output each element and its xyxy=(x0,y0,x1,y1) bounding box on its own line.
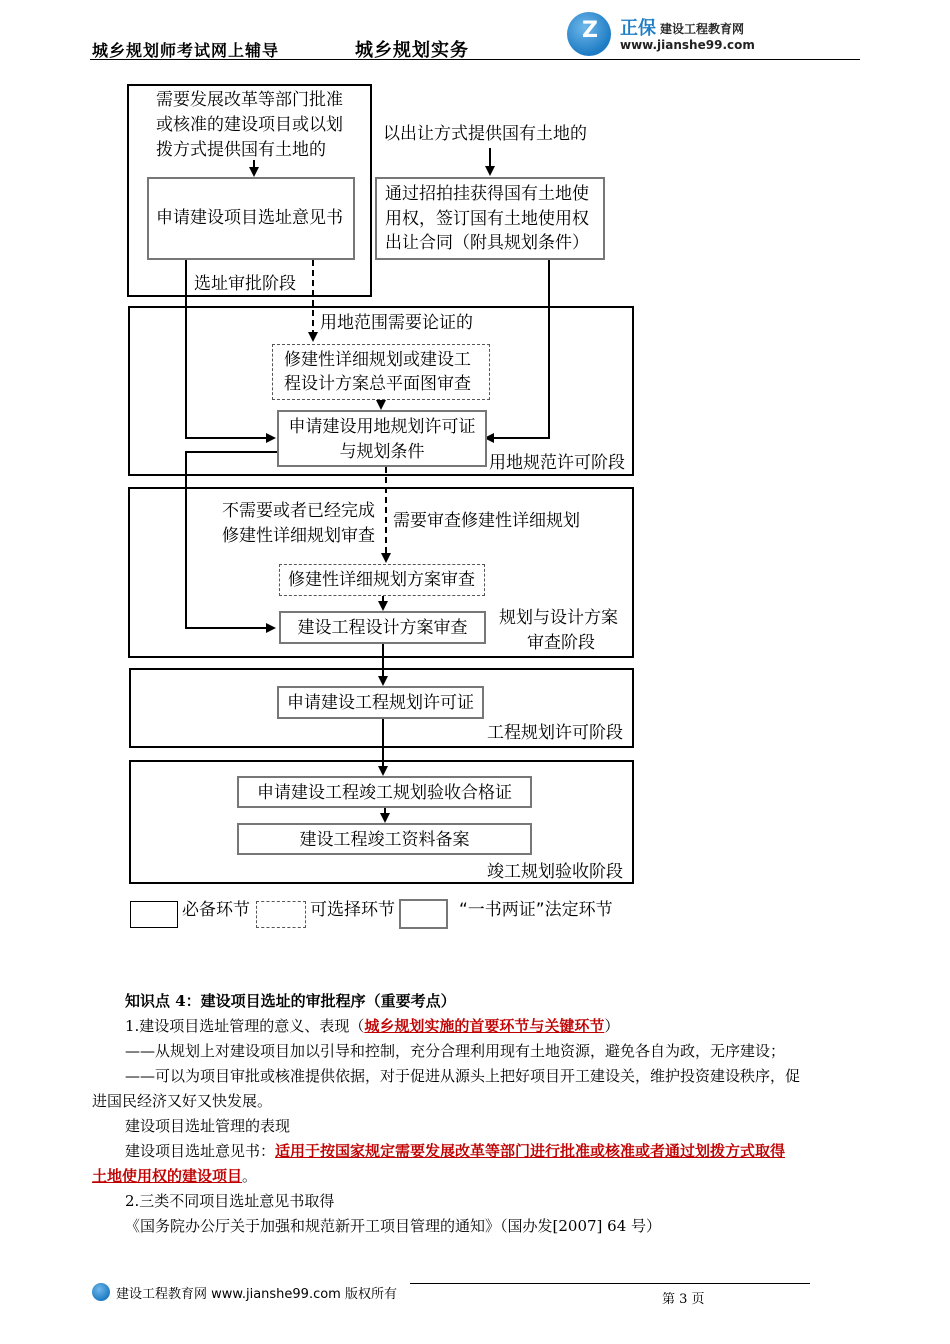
item1-prefix: 1.建设项目选址管理的意义、表现（ xyxy=(125,1017,365,1035)
legend-statutory-label: “一书两证”法定环节 xyxy=(459,900,613,920)
stage3-left-cond-line1: 不需要或者已经完成 xyxy=(222,501,375,521)
completion-filing-label: 建设工程竣工资料备案 xyxy=(299,830,470,850)
transfer-line2: 用权，签订国有土地使用权 xyxy=(385,209,589,229)
legend-optional-swatch xyxy=(256,901,306,928)
item1-highlight: 城乡规划实施的首要环节与关键环节 xyxy=(364,1017,605,1035)
item1-suffix: ） xyxy=(604,1017,620,1035)
stage2-condition: 用地范围需要论证的 xyxy=(320,313,473,333)
land-permit-line2: 与规划条件 xyxy=(339,442,425,462)
brand-name: 正保 xyxy=(620,18,656,39)
header-center-title: 城乡规划实务 xyxy=(355,40,469,61)
stage3-left-cond-line2: 修建性详细规划审查 xyxy=(222,526,375,546)
legend-statutory-swatch xyxy=(399,899,448,929)
stage1-label: 选址审批阶段 xyxy=(194,274,296,294)
stage3-label-line1: 规划与设计方案 xyxy=(499,608,618,628)
brand-logo-mark: Z xyxy=(582,18,598,43)
manifest-heading: 建设项目选址管理的表现 xyxy=(125,1117,291,1135)
box-site-opinion xyxy=(147,177,355,260)
notice-reference: 《国务院办公厅关于加强和规范新开工项目管理的通知》（国办发[2007] 64 号） xyxy=(125,1217,662,1235)
transfer-source-text: 以出让方式提供国有土地的 xyxy=(383,124,587,144)
opinion-line1 xyxy=(125,1139,785,1164)
box-engineering-permit xyxy=(277,686,484,719)
stage1-source-line1: 需要发展改革等部门批准 xyxy=(156,90,343,110)
stage5-label: 竣工规划验收阶段 xyxy=(487,862,623,882)
stage1-source-line3: 拨方式提供国有土地的 xyxy=(156,140,326,160)
footer-divider xyxy=(410,1283,810,1284)
footer-site-text: 建设工程教育网 www.jianshe99.com 版权所有 xyxy=(116,1287,397,1302)
engineering-permit-label: 申请建设工程规划许可证 xyxy=(287,693,474,713)
brand-url: www.jianshe99.com xyxy=(620,38,755,52)
dash-point-1: ——从规划上对建设项目加以引导和控制，充分合理利用现有土地资源，避免各自为政，无序建设； xyxy=(125,1042,786,1060)
detail-review-label: 修建性详细规划方案审查 xyxy=(288,570,475,590)
stage1-source-line2: 或核准的建设项目或以划 xyxy=(156,115,343,135)
scheme-review-label: 建设工程设计方案审查 xyxy=(297,618,468,638)
box-optional-general-plan-review xyxy=(272,344,490,400)
dash-point-2-line2: 进国民经济又好又快发展。 xyxy=(92,1092,273,1110)
box-land-use-permit xyxy=(277,410,487,467)
stage3-right-condition: 需要审查修建性详细规划 xyxy=(393,511,580,531)
opinion-prefix: 建设项目选址意见书： xyxy=(125,1142,276,1160)
item1-line xyxy=(125,1014,619,1039)
box-optional-detail-plan-review xyxy=(279,564,485,596)
footer-page-number: 第 3 页 xyxy=(662,1292,705,1307)
optional-review-line1: 修建性详细规划或建设工 xyxy=(284,350,471,370)
legend-optional-label: 可选择环节 xyxy=(310,900,395,920)
box-land-transfer-contract xyxy=(375,177,605,260)
legend-required-swatch xyxy=(130,901,178,928)
box-scheme-review xyxy=(279,611,486,644)
header-left-title: 城乡规划师考试网上辅导 xyxy=(92,41,280,60)
opinion-highlight-1: 适用于按国家规定需要发展改革等部门进行批准或核准或者通过划拨方式取得 xyxy=(275,1142,786,1160)
opinion-suffix: 。 xyxy=(242,1167,258,1185)
transfer-line1: 通过招拍挂获得国有土地使 xyxy=(385,184,589,204)
opinion-line2 xyxy=(92,1164,257,1189)
stage2-label: 用地规范许可阶段 xyxy=(489,453,625,473)
completion-acceptance-label: 申请建设工程竣工规划验收合格证 xyxy=(257,783,512,803)
footer-logo-icon xyxy=(92,1283,110,1301)
item2-line: 2.三类不同项目选址意见书取得 xyxy=(125,1192,335,1210)
land-permit-line1: 申请建设用地规划许可证 xyxy=(288,417,476,437)
arrow-contract-to-land-permit xyxy=(486,260,549,438)
box-completion-filing xyxy=(237,823,532,855)
box-site-opinion-label: 申请建设项目选址意见书 xyxy=(156,208,343,228)
dash-point-2-line1: ——可以为项目审批或核准提供依据，对于促进从源头上把好项目开工建设关，维护投资建设秩序，促 xyxy=(125,1067,801,1085)
opinion-highlight-2: 土地使用权的建设项目 xyxy=(92,1167,243,1185)
stage3-label-line2: 审查阶段 xyxy=(527,633,595,653)
legend-required-label: 必备环节 xyxy=(182,900,250,920)
box-completion-acceptance xyxy=(237,776,532,808)
stage4-label: 工程规划许可阶段 xyxy=(487,723,623,743)
optional-review-line2: 程设计方案总平面图审查 xyxy=(284,374,471,394)
brand-subtitle: 建设工程教育网 xyxy=(660,22,745,36)
transfer-line3: 出让合同（附具规划条件） xyxy=(385,233,589,253)
knowledge-point-title: 知识点 4：建设项目选址的审批程序（重要考点） xyxy=(125,992,456,1010)
